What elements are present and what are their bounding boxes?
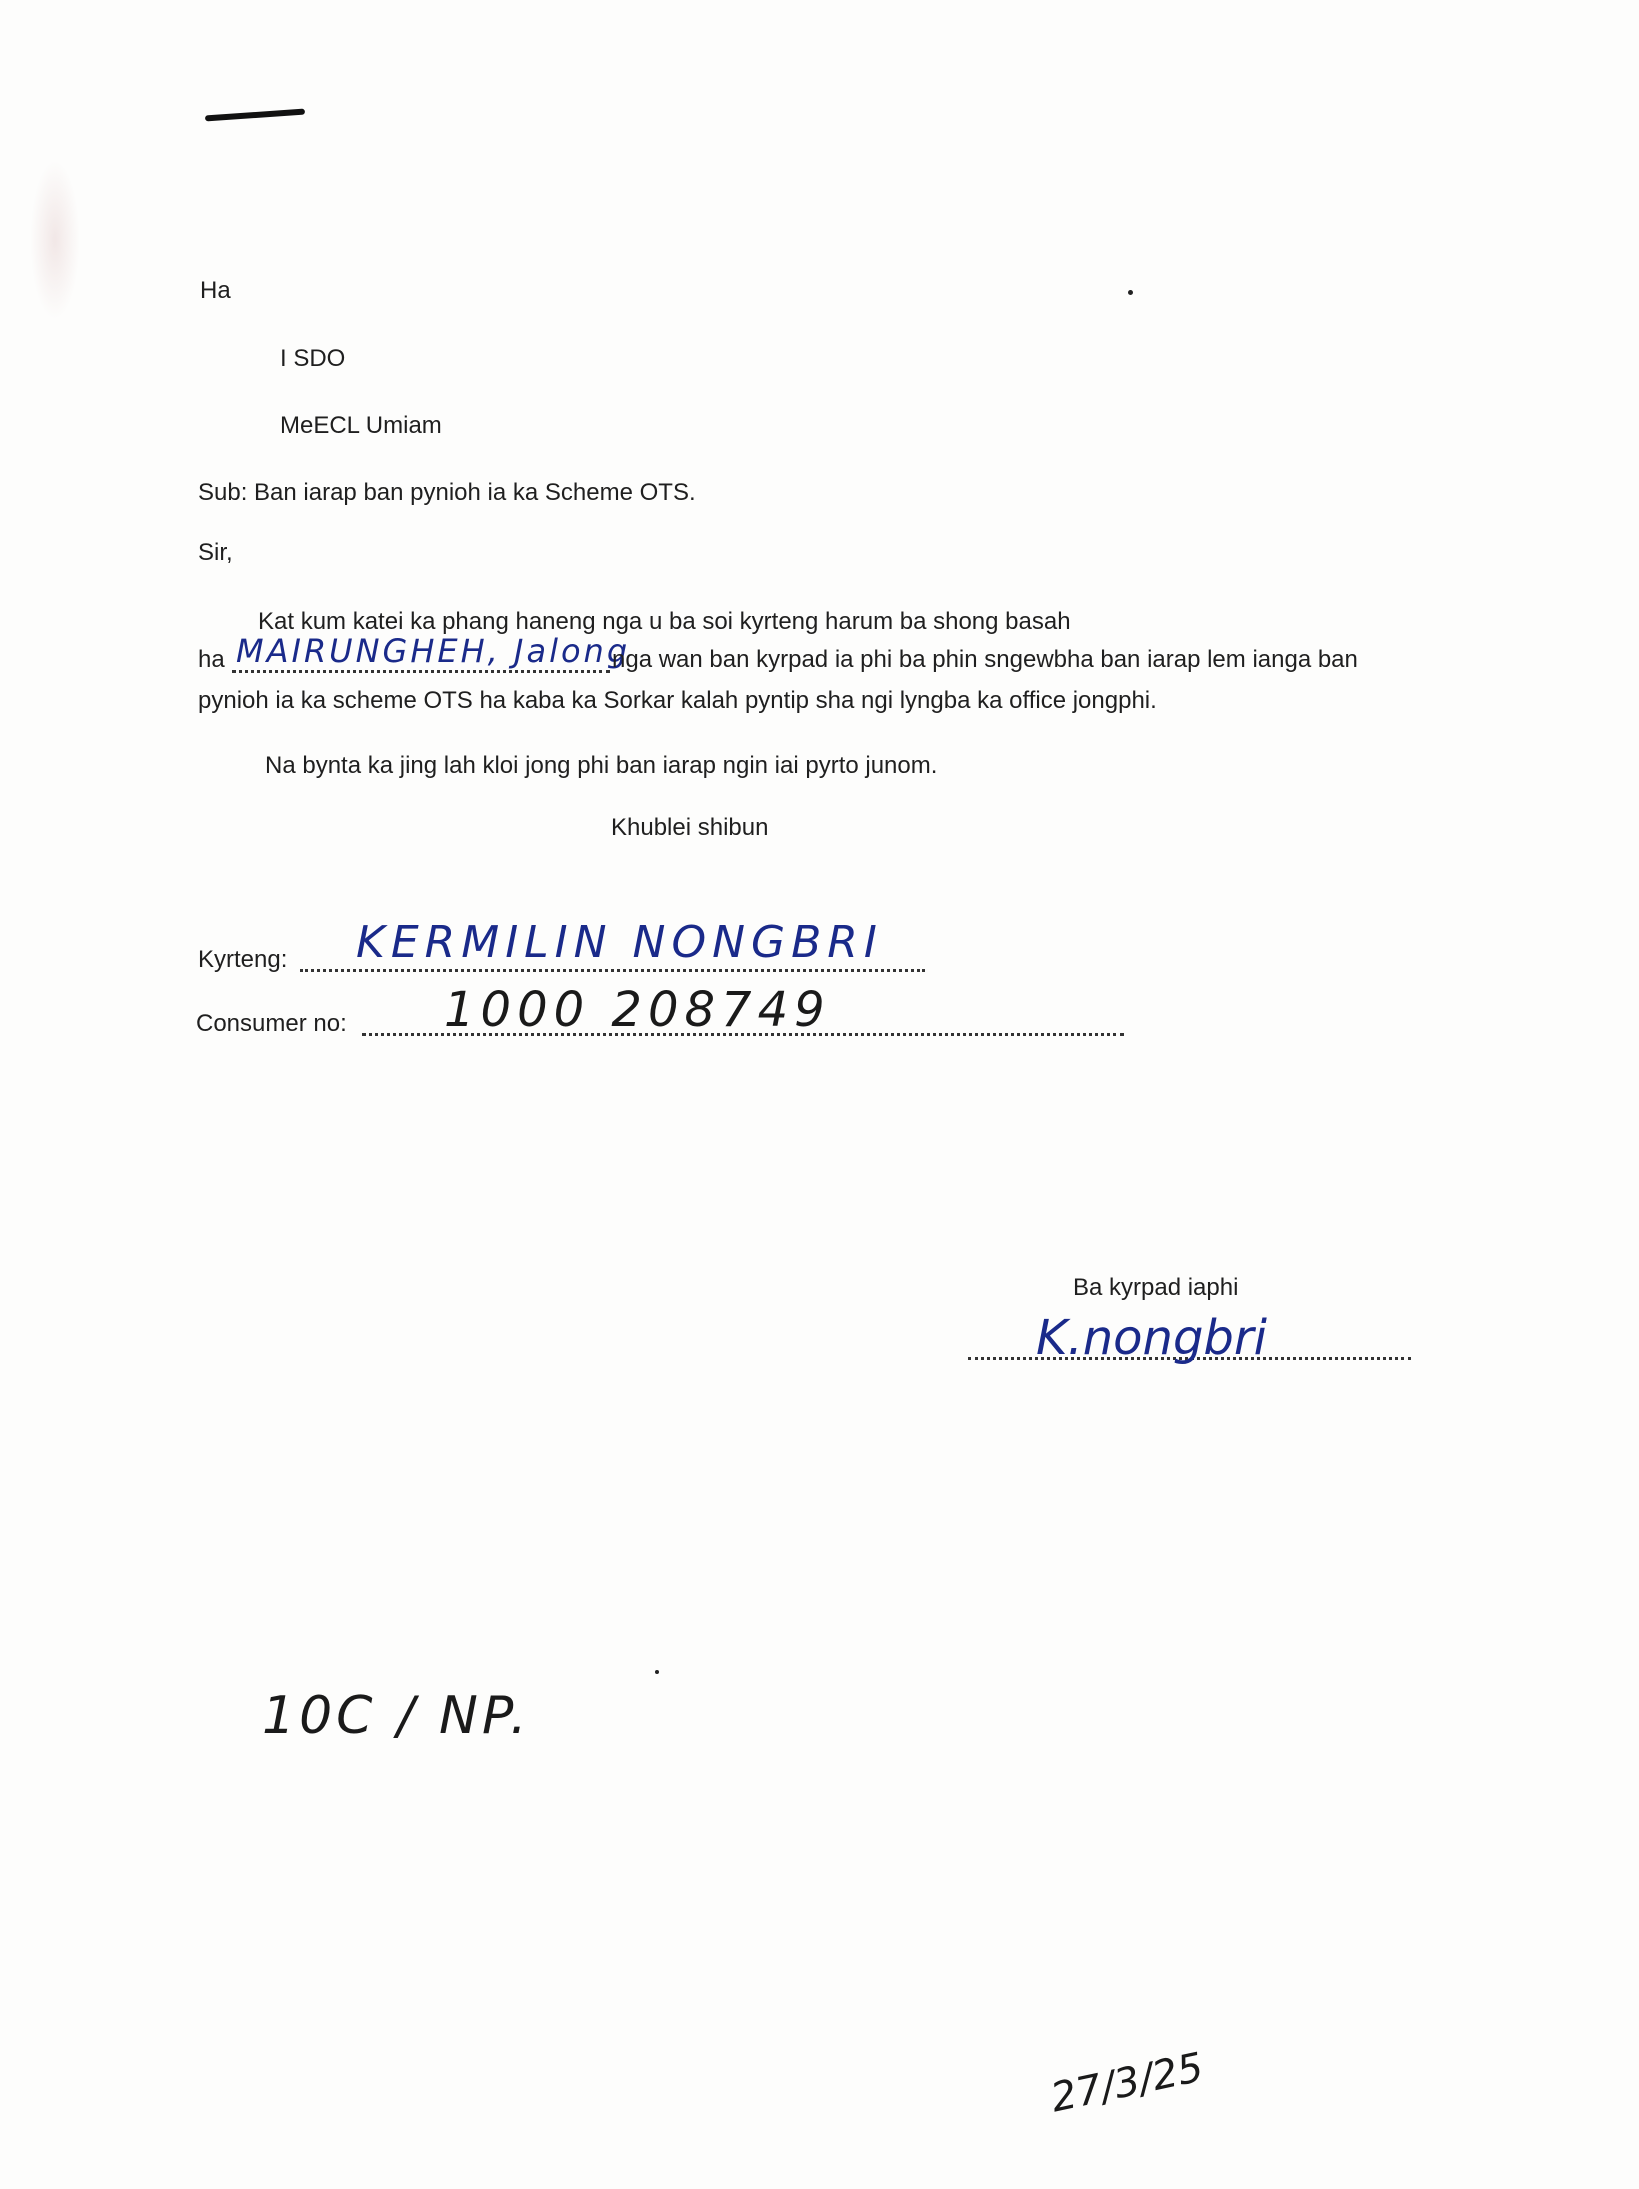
paragraph-1-line-3: pynioh ia ka scheme OTS ha kaba ka Sorkar kalah pyntip sha ngi lyngba ka office jongphi.: [198, 687, 1157, 714]
subject-line: Sub: Ban iarap ban pynioh ia ka Scheme OTS.: [198, 479, 696, 506]
handwritten-name: KERMILIN NONGBRI: [356, 917, 883, 968]
name-dotted-line: [300, 969, 925, 972]
handwritten-initials-date: 27/3/25: [1046, 2044, 1208, 2122]
paragraph-1-line-1: Kat kum katei ka phang haneng nga u ba soi kyrteng harum ba shong basah: [258, 608, 1071, 635]
consumer-number-label: Consumer no:: [196, 1010, 347, 1037]
greeting: Sir,: [198, 539, 233, 566]
pen-stroke-mark: [205, 109, 305, 122]
salutation-to: Ha: [200, 277, 231, 304]
signature-caption: Ba kyrpad iaphi: [1073, 1274, 1239, 1301]
paragraph-2: Na bynta ka jing lah kloi jong phi ban iarap ngin iai pyrto junom.: [265, 752, 938, 779]
recipient-line-2: MeECL Umiam: [280, 412, 442, 439]
handwritten-office-note: 10C / NP.: [262, 1686, 531, 1746]
paragraph-1-line-2-prefix: ha: [198, 646, 225, 673]
name-label: Kyrteng:: [198, 946, 288, 973]
scan-speck: [1128, 290, 1133, 295]
closing-line: Khublei shibun: [611, 814, 769, 841]
handwritten-address: MAIRUNGHEH, Jalong: [236, 632, 631, 670]
paragraph-1-line-2-suffix: nga wan ban kyrpad ia phi ba phin sngewbha ban iarap lem ianga ban: [612, 646, 1358, 673]
handwritten-consumer-number: 1000 208749: [444, 982, 831, 1038]
handwritten-signature: K.nongbri: [1036, 1310, 1267, 1366]
address-dotted-line: [232, 670, 610, 673]
scan-smudge: [30, 160, 80, 320]
recipient-line-1: I SDO: [280, 345, 346, 372]
scan-speck: [655, 1670, 659, 1674]
